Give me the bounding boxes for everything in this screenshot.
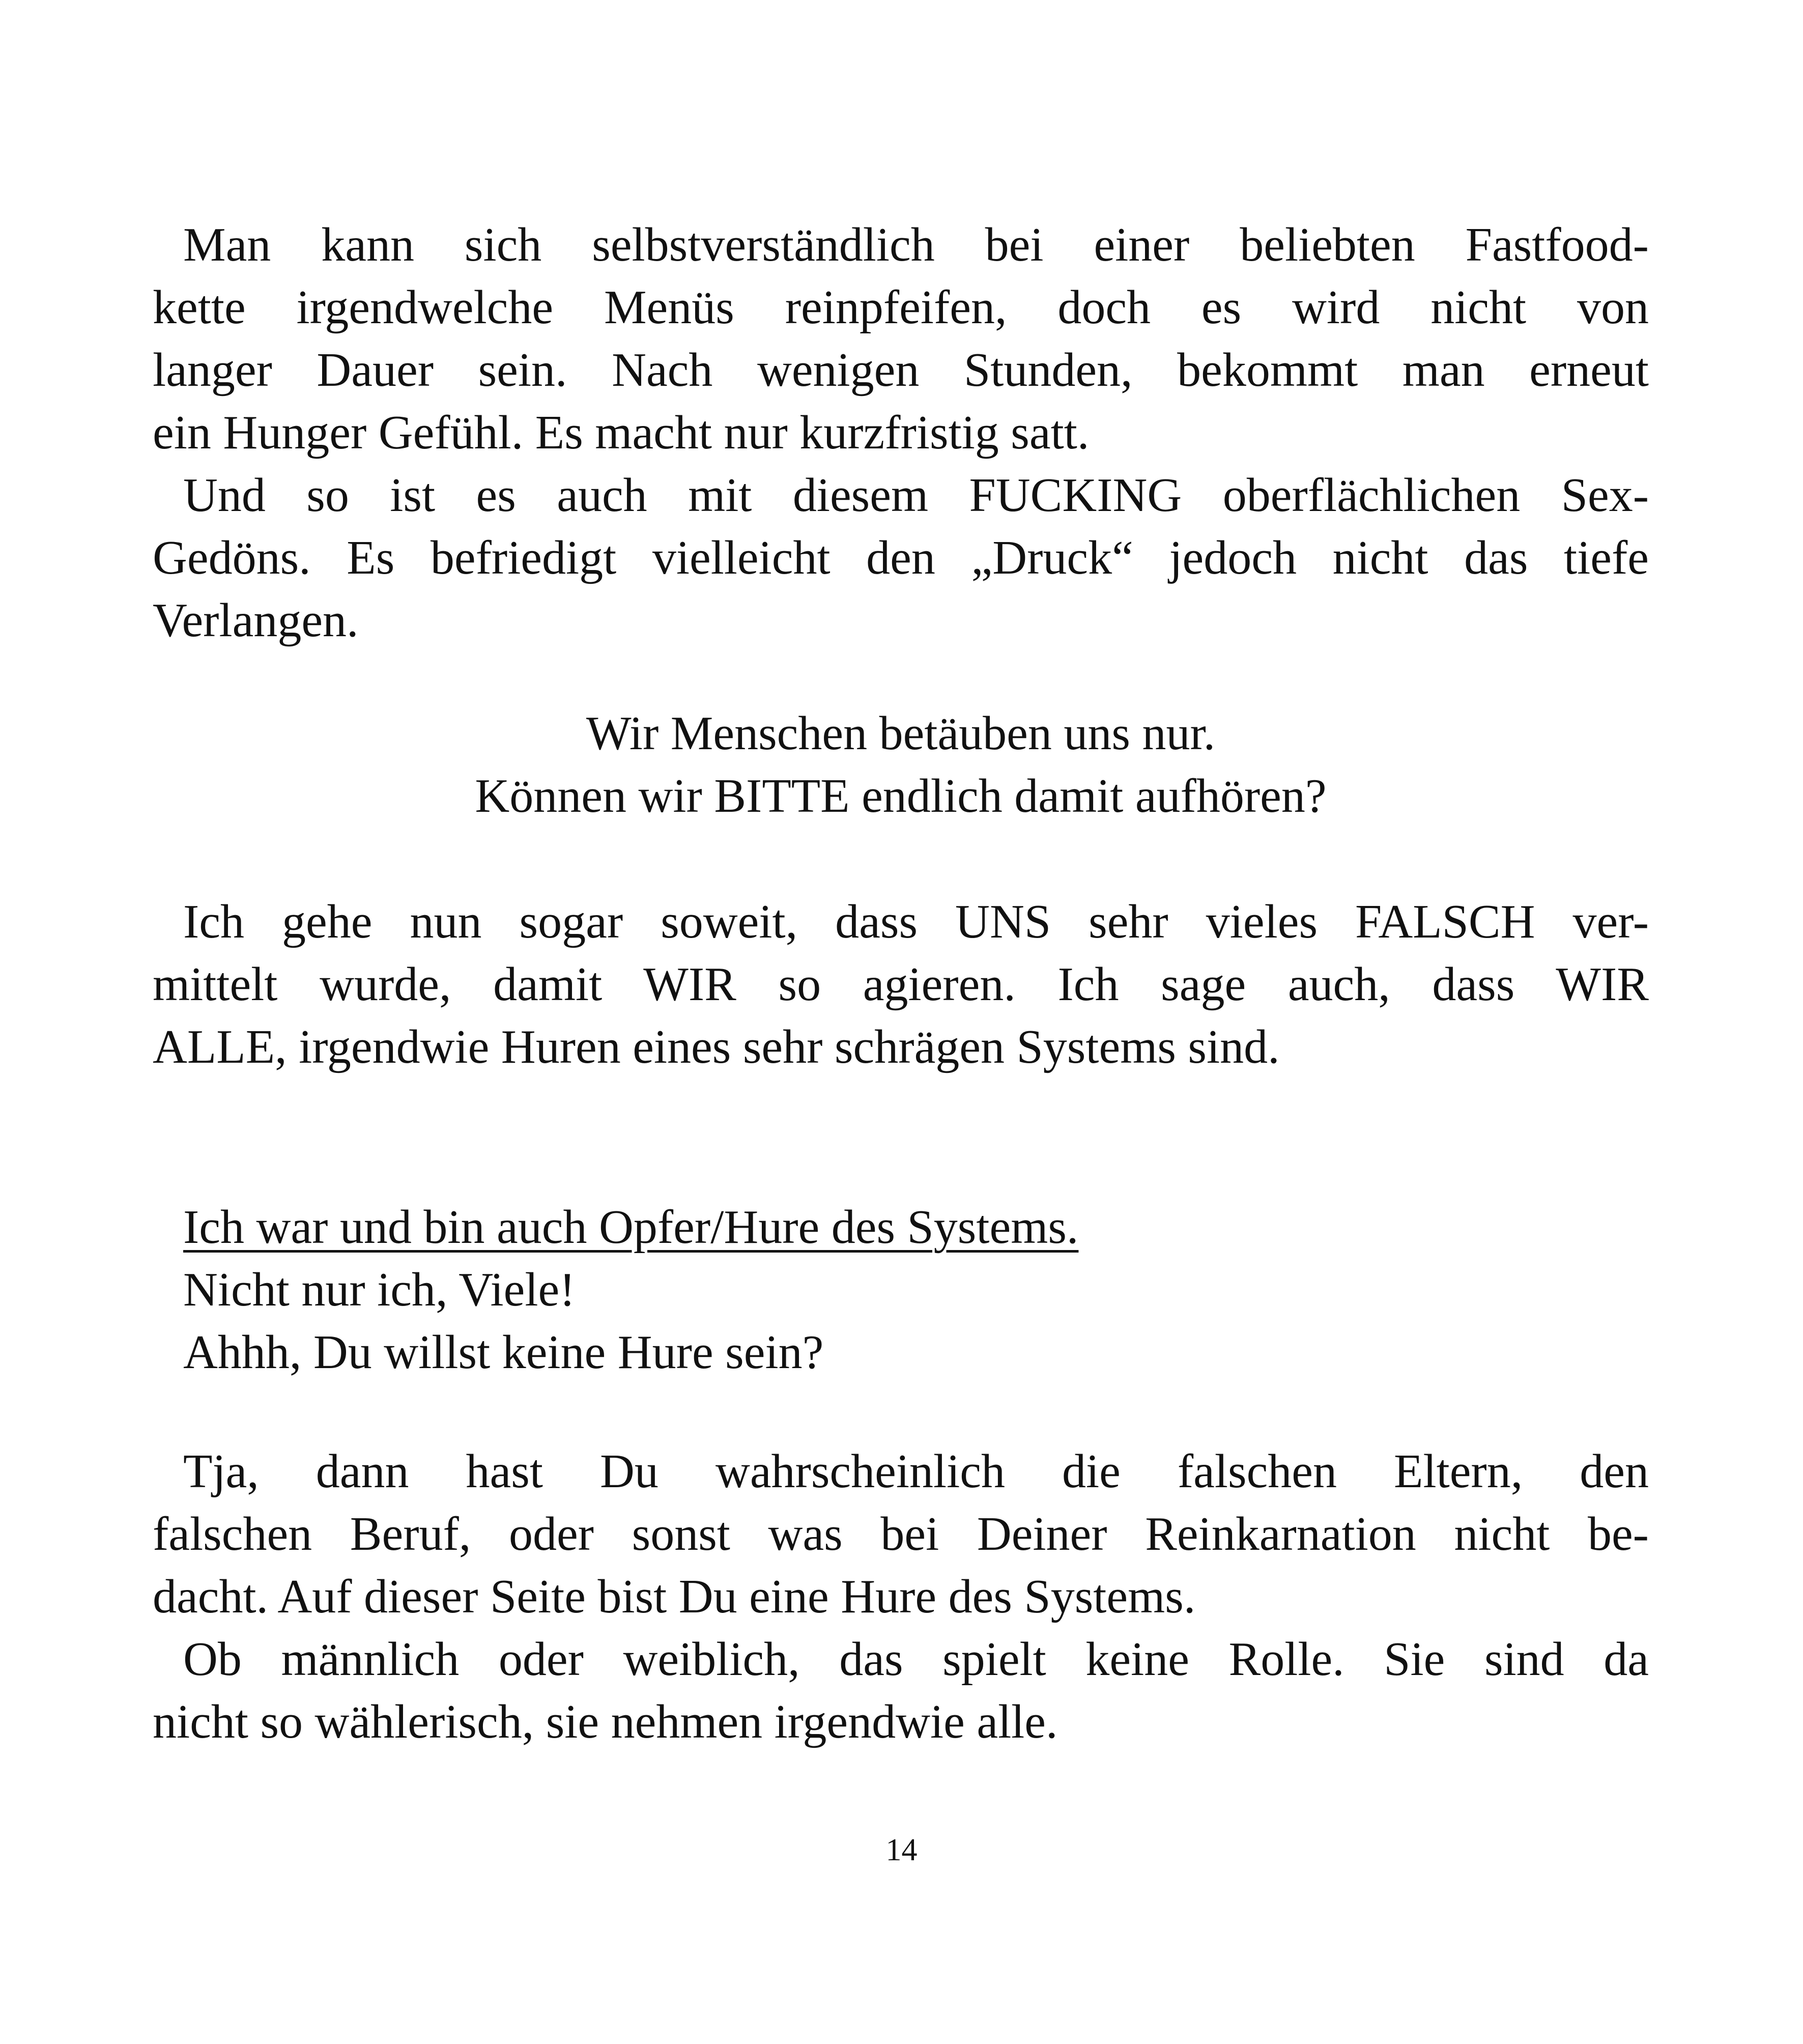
- text-line: dacht. Auf dieser Seite bist Du eine Hure des Systems.: [153, 1570, 1196, 1623]
- text-line: falschen Beruf, oder sonst was bei Deiner Reinkarnation nicht be-: [153, 1508, 1649, 1560]
- page-number: 14: [885, 1833, 918, 1867]
- text-line: ein Hunger Gefühl. Es macht nur kurzfristig satt.: [153, 406, 1090, 459]
- text-line: langer Dauer sein. Nach wenigen Stunden, bekommt man erneut: [153, 344, 1649, 396]
- text-line: Tja, dann hast Du wahrscheinlich die falschen Eltern, den: [183, 1445, 1649, 1498]
- text-line: Ich gehe nun sogar soweit, dass UNS sehr vieles FALSCH ver-: [183, 895, 1649, 948]
- text-line: Verlangen.: [153, 594, 359, 647]
- text-line: Man kann sich selbstverständlich bei einer beliebten Fastfood-: [183, 218, 1649, 271]
- text-line: nicht so wählerisch, sie nehmen irgendwie alle.: [153, 1695, 1058, 1748]
- paragraph-parents: [153, 1440, 1649, 1753]
- text-line: ALLE, irgendwie Huren eines sehr schrägen Systems sind.: [153, 1020, 1280, 1073]
- paragraph-fastfood: [153, 214, 1649, 652]
- text-line: Und so ist es auch mit diesem FUCKING oberflächlichen Sex-: [183, 469, 1649, 522]
- text-line: Nicht nur ich, Viele!: [183, 1263, 576, 1316]
- paragraph-victim: [153, 1196, 1649, 1384]
- underlined-sentence: Ich war und bin auch Opfer/Hure des Systems.: [183, 1201, 1079, 1254]
- text-line: [153, 1196, 1649, 1259]
- text-line: Ob männlich oder weiblich, das spielt keine Rolle. Sie sind da: [183, 1633, 1649, 1686]
- text-line: Ahhh, Du willst keine Hure sein?: [183, 1326, 824, 1379]
- centered-line: Können wir BITTE endlich damit aufhören?: [475, 770, 1327, 822]
- paragraph-system: [153, 891, 1649, 1078]
- centered-statement: [153, 702, 1649, 828]
- text-line: kette irgendwelche Menüs reinpfeifen, doch es wird nicht von: [153, 281, 1649, 334]
- centered-line: Wir Menschen betäuben uns nur.: [586, 707, 1216, 760]
- text-line: Gedöns. Es befriedigt vielleicht den „Druck“ jedoch nicht das tiefe: [153, 531, 1649, 584]
- text-line: mittelt wurde, damit WIR so agieren. Ich sage auch, dass WIR: [153, 958, 1649, 1011]
